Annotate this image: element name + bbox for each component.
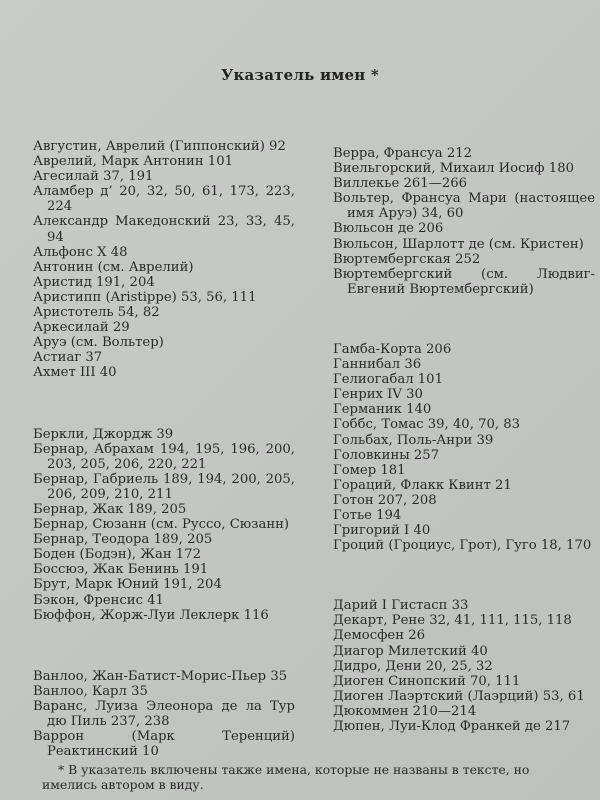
index-entry: Гомер 181: [333, 462, 406, 478]
index-entry: Диоген Синопский 70, 111: [333, 673, 521, 689]
group-spacer: [333, 553, 595, 598]
index-entry: Боссюэ, Жак Бенинь 191: [33, 562, 209, 578]
index-entry: Дюкоммен 210—214: [333, 703, 477, 719]
index-entry: Варрон (Марк Теренций) Реактинский 10: [33, 729, 295, 760]
index-entry: Александр Македонский 23, 33, 45, 94: [33, 214, 295, 245]
index-entry: Готон 207, 208: [333, 492, 437, 508]
index-entry: Дюпен, Луи-Клод Франкей де 217: [333, 719, 571, 734]
index-entry: Ганнибал 36: [333, 357, 422, 373]
index-entry: Григорий I 40: [333, 523, 431, 539]
index-entry: Бернар, Абрахам 194, 195, 196, 200, 203, 205, 206, 220, 221: [33, 441, 295, 472]
index-entry: Вольтер, Франсуа Мари (настоящее имя Аруэ) 34, 60: [333, 191, 595, 222]
index-entry: Вюльсон де 206: [333, 221, 444, 237]
index-entry: Гамба-Корта 206: [333, 341, 452, 357]
index-entry: Ахмет III 40: [33, 365, 117, 381]
index-entry: Бернар, Габриель 189, 194, 200, 205, 206, 209, 210, 211: [33, 471, 295, 502]
index-entry: Гольбах, Поль-Анри 39: [333, 432, 494, 448]
index-entry: Аркесилай 29: [33, 320, 130, 336]
index-entry: Вюртембергская 252: [333, 251, 481, 267]
group-spacer: [33, 623, 295, 669]
index-entry: Головкины 257: [333, 447, 440, 463]
index-entry: Ванлоо, Карл 35: [33, 683, 148, 699]
index-entry: Виллекье 261—266: [333, 176, 467, 192]
index-entry: Дарий I Гистасп 33: [333, 598, 469, 614]
index-entry: Гораций, Флакк Квинт 21: [333, 477, 512, 493]
index-entry: Аруэ (см. Вольтер): [33, 335, 164, 351]
index-entry: Альфонс X 48: [33, 244, 128, 260]
index-group-d: [333, 598, 595, 734]
index-entry: Бэкон, Френсис 41: [33, 592, 164, 608]
index-entry: Августин, Аврелий (Гиппонский) 92: [33, 139, 286, 154]
index-entry: Аврелий, Марк Антонин 101: [33, 154, 233, 170]
index-group-v: [33, 669, 295, 760]
index-entry: Диоген Лаэртский (Лаэрций) 53, 61: [333, 688, 585, 704]
index-group-v-cont: [333, 146, 595, 297]
index-entry: Беркли, Джордж 39: [33, 426, 174, 442]
index-entry: Гроций (Гроциус, Грот), Гуго 18, 170: [333, 538, 592, 554]
footnote: * В указатель включены также имена, которые не названы в тексте, но имелись автором в виду.: [42, 762, 530, 792]
index-entry: Бернар, Сюзанн (см. Руссо, Сюзанн): [33, 517, 290, 533]
index-group-g: [333, 342, 595, 553]
index-entry: Дидро, Дени 20, 25, 32: [333, 658, 493, 674]
index-entry: Астиаг 37: [33, 350, 103, 366]
index-entry: Верра, Франсуа 212: [333, 146, 473, 161]
index-entry: Боден (Бодэн), Жан 172: [33, 547, 201, 563]
index-entry: Аламбер д’ 20, 32, 50, 61, 173, 223, 224: [33, 184, 295, 215]
index-entry: Аристипп (Aristippe) 53, 56, 111: [33, 289, 257, 305]
group-spacer: [33, 381, 295, 427]
index-entry: Аристотель 54, 82: [33, 305, 160, 321]
index-entry: Вюльсон, Шарлотт де (см. Кристен): [333, 236, 584, 252]
index-group-b: [33, 427, 295, 623]
index-entry: Аристид 191, 204: [33, 274, 155, 290]
index-entry: Демосфен 26: [333, 628, 425, 644]
index-entry: Антонин (см. Аврелий): [33, 259, 194, 275]
page-title: Указатель имен *: [221, 66, 379, 84]
group-spacer: [333, 297, 595, 342]
index-entry: Диагор Милетский 40: [333, 643, 488, 659]
index-entry: Германик 140: [333, 402, 432, 418]
index-entry: Ванлоо, Жан-Батист-Морис-Пьер 35: [33, 668, 288, 684]
index-entry: Виельгорский, Михаил Иосиф 180: [333, 161, 574, 177]
index-entry: Бернар, Жак 189, 205: [33, 501, 187, 517]
index-entry: Бернар, Теодора 189, 205: [33, 532, 213, 548]
index-entry: Агесилай 37, 191: [33, 169, 154, 185]
index-group-a: [33, 139, 295, 381]
index-entry: Варанс, Луиза Элеонора де ла Тур дю Пиль 237, 238: [33, 698, 295, 729]
index-column-left: [33, 139, 295, 759]
index-entry: Гоббс, Томас 39, 40, 70, 83: [333, 417, 521, 433]
index-entry: Гелиогабал 101: [333, 372, 443, 388]
index-entry: Готье 194: [333, 507, 402, 523]
index-entry: Декарт, Рене 32, 41, 111, 115, 118: [333, 613, 572, 629]
index-column-right: [333, 146, 595, 734]
index-entry: Вюртембергский (см. Людвиг-Евгений Вюртембергский): [333, 266, 595, 297]
index-entry: Брут, Марк Юний 191, 204: [33, 577, 222, 593]
index-entry: Генрих IV 30: [333, 387, 423, 403]
index-entry: Бюффон, Жорж-Луи Леклерк 116: [33, 607, 269, 623]
